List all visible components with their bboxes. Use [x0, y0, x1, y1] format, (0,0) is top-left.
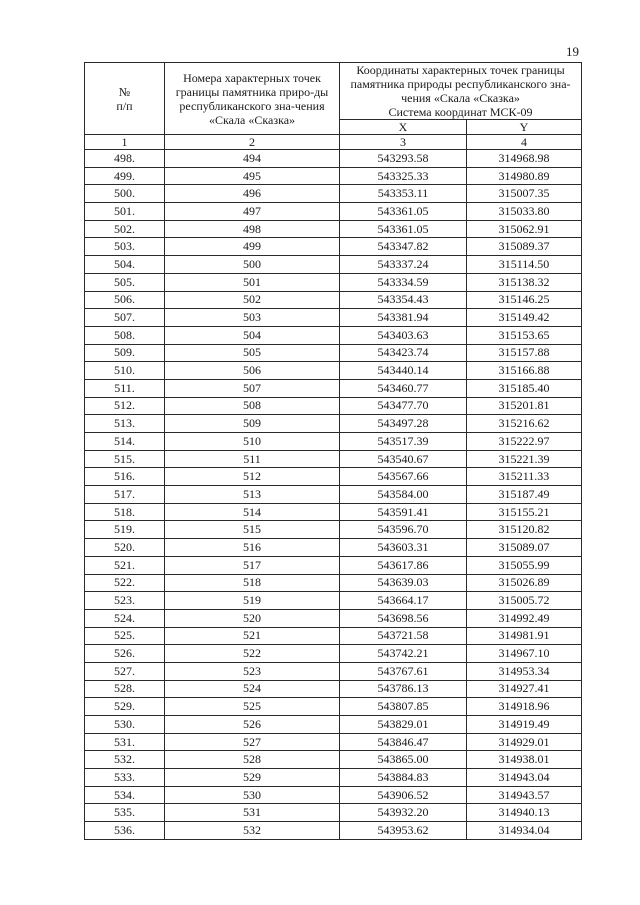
table-row — [85, 716, 582, 734]
table-row — [85, 433, 582, 451]
coordinate-x: 543381.94 — [340, 309, 467, 327]
table-row — [85, 822, 582, 840]
table-row — [85, 769, 582, 787]
table-row — [85, 698, 582, 716]
point-number: 503 — [165, 309, 340, 327]
point-number: 507 — [165, 379, 340, 397]
table-row — [85, 592, 582, 610]
coordinate-x: 543742.21 — [340, 645, 467, 663]
point-number: 519 — [165, 592, 340, 610]
coordinate-x: 543567.66 — [340, 468, 467, 486]
row-index: 499. — [85, 167, 165, 185]
coordinate-x: 543865.00 — [340, 751, 467, 769]
table-row — [85, 627, 582, 645]
row-index: 518. — [85, 503, 165, 521]
point-number: 524 — [165, 680, 340, 698]
table-row — [85, 733, 582, 751]
table-row — [85, 273, 582, 291]
coordinate-x: 543423.74 — [340, 344, 467, 362]
coordinate-x: 543953.62 — [340, 822, 467, 840]
coordinate-x: 543361.05 — [340, 220, 467, 238]
header-y: Y — [467, 120, 582, 135]
row-index: 532. — [85, 751, 165, 769]
row-index: 515. — [85, 450, 165, 468]
coordinate-y: 314943.57 — [467, 786, 582, 804]
coordinate-y: 314968.98 — [467, 150, 582, 168]
coordinate-y: 314943.04 — [467, 769, 582, 787]
point-number: 497 — [165, 203, 340, 221]
coordinate-x: 543721.58 — [340, 627, 467, 645]
table-row — [85, 344, 582, 362]
table-row — [85, 804, 582, 822]
point-number: 511 — [165, 450, 340, 468]
coordinate-x: 543361.05 — [340, 203, 467, 221]
row-index: 527. — [85, 662, 165, 680]
coordinate-y: 315007.35 — [467, 185, 582, 203]
point-number: 525 — [165, 698, 340, 716]
page-number: 19 — [566, 44, 579, 59]
row-index: 504. — [85, 256, 165, 274]
row-index: 513. — [85, 415, 165, 433]
table-row — [85, 609, 582, 627]
coordinate-x: 543603.31 — [340, 539, 467, 557]
row-index: 525. — [85, 627, 165, 645]
coordinate-y: 314981.91 — [467, 627, 582, 645]
coordinate-y: 315201.81 — [467, 397, 582, 415]
row-index: 524. — [85, 609, 165, 627]
row-index: 521. — [85, 556, 165, 574]
point-number: 513 — [165, 486, 340, 504]
coordinate-x: 543325.33 — [340, 167, 467, 185]
point-number: 512 — [165, 468, 340, 486]
point-number: 494 — [165, 150, 340, 168]
row-index: 536. — [85, 822, 165, 840]
row-index: 526. — [85, 645, 165, 663]
point-number: 527 — [165, 733, 340, 751]
coordinate-x: 543786.13 — [340, 680, 467, 698]
coordinate-x: 543403.63 — [340, 326, 467, 344]
row-index: 507. — [85, 309, 165, 327]
point-number: 530 — [165, 786, 340, 804]
row-index: 520. — [85, 539, 165, 557]
table-row — [85, 326, 582, 344]
table-row — [85, 397, 582, 415]
table-body — [85, 150, 582, 840]
row-index: 502. — [85, 220, 165, 238]
table-row — [85, 680, 582, 698]
coordinate-y: 315153.65 — [467, 326, 582, 344]
header-x: X — [340, 120, 467, 135]
coordinate-y: 315166.88 — [467, 362, 582, 380]
header-point-number: Номера характерных точек границы памятника приро-ды республиканского зна-чения «Скала «Сказка» — [165, 63, 340, 135]
point-number: 523 — [165, 662, 340, 680]
coordinate-y: 314919.49 — [467, 716, 582, 734]
row-index: 534. — [85, 786, 165, 804]
point-number: 496 — [165, 185, 340, 203]
point-number: 518 — [165, 574, 340, 592]
point-number: 514 — [165, 503, 340, 521]
coordinate-x: 543497.28 — [340, 415, 467, 433]
row-index: 506. — [85, 291, 165, 309]
coordinate-y: 314927.41 — [467, 680, 582, 698]
coordinate-x: 543337.24 — [340, 256, 467, 274]
point-number: 501 — [165, 273, 340, 291]
point-number: 520 — [165, 609, 340, 627]
point-number: 498 — [165, 220, 340, 238]
row-index: 511. — [85, 379, 165, 397]
table-row — [85, 185, 582, 203]
column-number-3: 3 — [340, 135, 467, 150]
coordinate-y: 314938.01 — [467, 751, 582, 769]
table-row — [85, 220, 582, 238]
coordinate-x: 543477.70 — [340, 397, 467, 415]
table-row — [85, 238, 582, 256]
coordinates-table — [84, 62, 582, 840]
coordinate-y: 315149.42 — [467, 309, 582, 327]
point-number: 529 — [165, 769, 340, 787]
table-row — [85, 751, 582, 769]
coordinate-y: 315033.80 — [467, 203, 582, 221]
header-coordinates: Координаты характерных точек границы памятника природы республиканского зна-чения «Скала «Сказка» Система координат МСК-09 — [340, 63, 582, 120]
column-number-2: 2 — [165, 135, 340, 150]
row-index: 531. — [85, 733, 165, 751]
coordinate-y: 315185.40 — [467, 379, 582, 397]
table-row — [85, 486, 582, 504]
row-index: 529. — [85, 698, 165, 716]
table-row — [85, 379, 582, 397]
point-number: 509 — [165, 415, 340, 433]
point-number: 532 — [165, 822, 340, 840]
coordinate-x: 543596.70 — [340, 521, 467, 539]
coordinate-x: 543460.77 — [340, 379, 467, 397]
table-row — [85, 256, 582, 274]
row-index: 508. — [85, 326, 165, 344]
coordinate-y: 314929.01 — [467, 733, 582, 751]
row-index: 509. — [85, 344, 165, 362]
coordinate-y: 315222.97 — [467, 433, 582, 451]
row-index: 535. — [85, 804, 165, 822]
coordinate-x: 543293.58 — [340, 150, 467, 168]
coordinate-x: 543591.41 — [340, 503, 467, 521]
row-index: 530. — [85, 716, 165, 734]
table-row — [85, 450, 582, 468]
table-row — [85, 786, 582, 804]
coordinate-x: 543334.59 — [340, 273, 467, 291]
row-index: 519. — [85, 521, 165, 539]
column-number-4: 4 — [467, 135, 582, 150]
point-number: 517 — [165, 556, 340, 574]
column-numbers-row — [85, 135, 582, 150]
coordinate-y: 314953.34 — [467, 662, 582, 680]
coordinate-x: 543617.86 — [340, 556, 467, 574]
table-row — [85, 574, 582, 592]
point-number: 508 — [165, 397, 340, 415]
coordinate-x: 543698.56 — [340, 609, 467, 627]
table-row — [85, 503, 582, 521]
row-index: 514. — [85, 433, 165, 451]
row-index: 533. — [85, 769, 165, 787]
coordinate-y: 314980.89 — [467, 167, 582, 185]
coordinate-x: 543767.61 — [340, 662, 467, 680]
coordinate-y: 315138.32 — [467, 273, 582, 291]
row-index: 528. — [85, 680, 165, 698]
table-row — [85, 415, 582, 433]
coordinate-y: 315005.72 — [467, 592, 582, 610]
coordinate-x: 543807.85 — [340, 698, 467, 716]
table-row — [85, 556, 582, 574]
coordinate-y: 315055.99 — [467, 556, 582, 574]
column-number-1: 1 — [85, 135, 165, 150]
coordinate-x: 543540.67 — [340, 450, 467, 468]
coordinate-y: 314992.49 — [467, 609, 582, 627]
coordinate-x: 543932.20 — [340, 804, 467, 822]
header-row-number: № п/п — [85, 63, 165, 135]
point-number: 531 — [165, 804, 340, 822]
row-index: 516. — [85, 468, 165, 486]
coordinate-y: 315146.25 — [467, 291, 582, 309]
coordinate-y: 315089.37 — [467, 238, 582, 256]
coordinate-x: 543354.43 — [340, 291, 467, 309]
coordinate-y: 315026.89 — [467, 574, 582, 592]
point-number: 526 — [165, 716, 340, 734]
point-number: 528 — [165, 751, 340, 769]
coordinate-y: 314967.10 — [467, 645, 582, 663]
coordinate-y: 314918.96 — [467, 698, 582, 716]
table-row — [85, 291, 582, 309]
table-row — [85, 468, 582, 486]
point-number: 499 — [165, 238, 340, 256]
row-index: 501. — [85, 203, 165, 221]
point-number: 515 — [165, 521, 340, 539]
coordinate-y: 315211.33 — [467, 468, 582, 486]
coordinate-x: 543906.52 — [340, 786, 467, 804]
point-number: 505 — [165, 344, 340, 362]
row-index: 522. — [85, 574, 165, 592]
table-row — [85, 521, 582, 539]
table-row — [85, 662, 582, 680]
coordinate-y: 315187.49 — [467, 486, 582, 504]
coordinate-x: 543517.39 — [340, 433, 467, 451]
row-index: 503. — [85, 238, 165, 256]
coordinate-x: 543664.17 — [340, 592, 467, 610]
coordinate-y: 315216.62 — [467, 415, 582, 433]
coordinate-y: 315089.07 — [467, 539, 582, 557]
coordinate-x: 543440.14 — [340, 362, 467, 380]
point-number: 521 — [165, 627, 340, 645]
coordinate-x: 543846.47 — [340, 733, 467, 751]
coordinate-x: 543639.03 — [340, 574, 467, 592]
point-number: 506 — [165, 362, 340, 380]
coordinate-y: 315120.82 — [467, 521, 582, 539]
row-index: 523. — [85, 592, 165, 610]
row-index: 517. — [85, 486, 165, 504]
table-row — [85, 203, 582, 221]
point-number: 500 — [165, 256, 340, 274]
coordinate-y: 315221.39 — [467, 450, 582, 468]
coordinate-x: 543353.11 — [340, 185, 467, 203]
table-row — [85, 150, 582, 168]
point-number: 495 — [165, 167, 340, 185]
coordinate-x: 543347.82 — [340, 238, 467, 256]
table-header — [85, 63, 582, 150]
coordinate-y: 315114.50 — [467, 256, 582, 274]
table-row — [85, 309, 582, 327]
point-number: 502 — [165, 291, 340, 309]
point-number: 504 — [165, 326, 340, 344]
coordinate-y: 315157.88 — [467, 344, 582, 362]
coordinate-y: 314934.04 — [467, 822, 582, 840]
point-number: 510 — [165, 433, 340, 451]
point-number: 522 — [165, 645, 340, 663]
row-index: 498. — [85, 150, 165, 168]
table-row — [85, 539, 582, 557]
row-index: 510. — [85, 362, 165, 380]
coordinate-y: 315062.91 — [467, 220, 582, 238]
coordinate-x: 543584.00 — [340, 486, 467, 504]
table-row — [85, 362, 582, 380]
coordinate-y: 314940.13 — [467, 804, 582, 822]
row-index: 512. — [85, 397, 165, 415]
table-row — [85, 645, 582, 663]
row-index: 500. — [85, 185, 165, 203]
point-number: 516 — [165, 539, 340, 557]
coordinate-x: 543829.01 — [340, 716, 467, 734]
coordinate-x: 543884.83 — [340, 769, 467, 787]
coordinate-y: 315155.21 — [467, 503, 582, 521]
row-index: 505. — [85, 273, 165, 291]
table-row — [85, 167, 582, 185]
